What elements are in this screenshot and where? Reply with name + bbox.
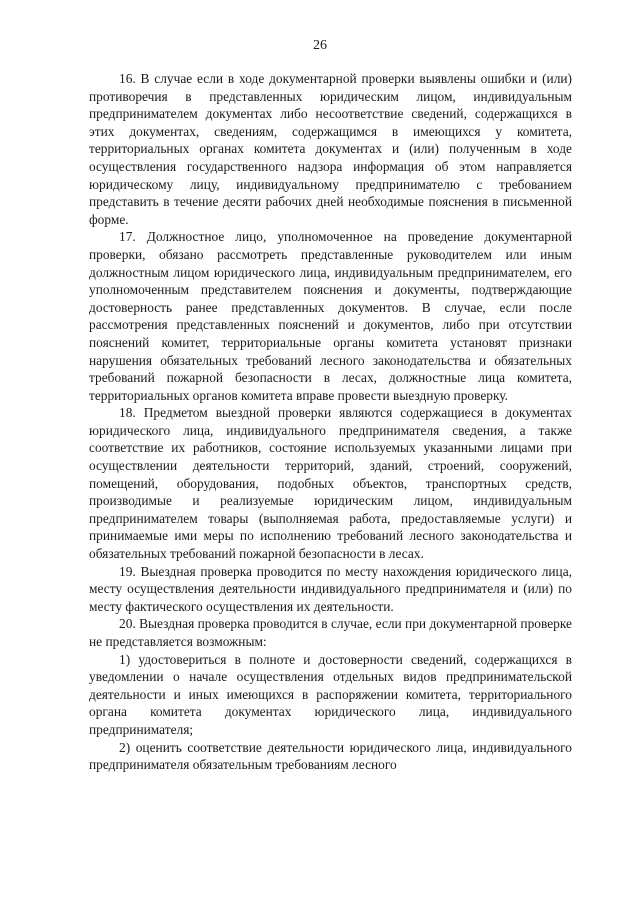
list-item-1: 1) удостовериться в полноте и достоверности сведений, содержащихся в уведомлении о начале осуществления отдельных видов предпринимательской деятельности и иных имеющихся в распоряжении комитета, территориального органа комитета документах юридического лица, индивидуального предпринимателя; — [89, 651, 572, 737]
paragraph-17: 17. Должностное лицо, уполномоченное на проведение документарной проверки, обязано рассмотреть представленные руководителем или иным должностным лицом юридического лица, индивидуальным предпринимателем, его уполномоченным представителем пояснения и документы, подтверждающие достоверность ранее представленных документов. В случае, если после рассмотрения представленных пояснений и документов, либо при отсутствии пояснений комитет, территориальные органы комитета установят признаки нарушения обязательных требований лесного законодательства и обязательных требований пожарной безопасности в лесах, должностные лица комитета, территориальных органов комитета вправе провести выездную проверку. — [89, 229, 572, 403]
paragraph-16: 16. В случае если в ходе документарной проверки выявлены ошибки и (или) противоречия в представленных юридическим лицом, индивидуальным предпринимателем документах либо несоответствие сведений, содержащихся в этих документах, сведениям, содержащимся в имеющихся у комитета, территориальных органах комитета документах и (или) полученным в ходе осуществления государственного надзора информация об этом направляется юридическому лицу, индивидуальному предпринимателю с требованием представить в течение десяти рабочих дней необходимые пояснения в письменной форме. — [89, 71, 572, 227]
paragraph-18: 18. Предметом выездной проверки являются содержащиеся в документах юридического лица, индивидуального предпринимателя сведения, а также соответствие их работников, состояние используемых указанными лицами при осуществлении деятельности территорий, зданий, строений, сооружений, помещений, оборудования, подобных объектов, транспортных средств, производимые и реализуемые юридическим лицом, индивидуальным предпринимателем товары (выполняемая работа, предоставляемые услуги) и принимаемые ими меры по исполнению требований лесного законодательства и обязательных требований пожарной безопасности в лесах. — [89, 405, 572, 562]
paragraph-20: 20. Выездная проверка проводится в случае, если при документарной проверке не представляется возможным: — [89, 616, 572, 649]
document-body — [89, 70, 572, 774]
list-item-2: 2) оценить соответствие деятельности юридического лица, индивидуального предпринимателя обязательным требованиям лесного — [89, 739, 572, 773]
page-number: 26 — [313, 38, 327, 53]
paragraph-19: 19. Выездная проверка проводится по месту нахождения юридического лица, месту осуществления деятельности индивидуального предпринимателя и (или) по месту фактического осуществления их деятельности. — [89, 563, 572, 614]
